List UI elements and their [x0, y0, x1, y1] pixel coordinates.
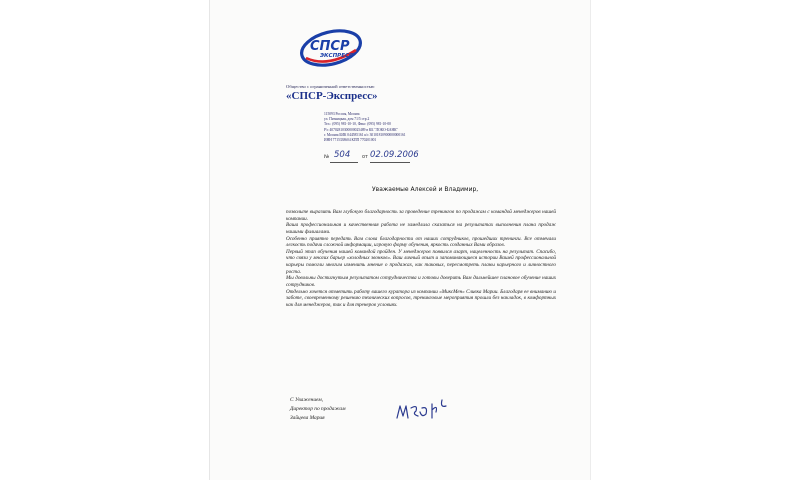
company-type: Общество с ограниченной ответственностью [286, 84, 375, 89]
company-logo [298, 28, 364, 68]
address-line: г. Москва БИК 044585161 к/с 30101810900000000161 [324, 132, 406, 137]
reference-date: 02.09.2006 [370, 150, 419, 160]
address-line: ул. Пятницкая, дом 71/5 стр.2 [324, 117, 370, 122]
letter-paragraph: Мы довольны достигнутым результатом сотрудничества и готовы доверить Вам дальнейшее плановое обучение наших сотрудников. [286, 275, 556, 288]
reference-number: 504 [334, 150, 351, 160]
letter-paragraph: позвольте выразить Вам глубокую благодарность за проведение тренингов по продажам с командой менеджеров нашей компании. [286, 209, 556, 222]
address-line: ИНН 7715338604 КПП 770201001 [324, 138, 377, 143]
closing-salutation: С Уважением, [290, 397, 324, 403]
letter-paragraph: Отдельно хочется отметить работу вашего куратора из компании «МиксМен» Сливка Марии. Благодаря ее вниманию и заботе, своевременному решению технических вопросов, тренинговые мероприятия прошли без накладок, в комфортных как для менеджеров, так и для тренеров условиях. [286, 288, 556, 308]
company-address-block [324, 112, 444, 143]
letter-greeting: Уважаемые Алексей и Владимир, [372, 186, 479, 193]
handwritten-signature [394, 398, 450, 422]
logo-main-text: СПСР [310, 39, 350, 54]
outgoing-reference: № 504 от 02.09.2006 [324, 150, 424, 170]
reference-from-label: от [362, 154, 368, 160]
letter-paragraph: Ваша профессиональная и качественная работа не замедлила сказаться на результатах выполнения плана продаж нашими филиалами. [286, 222, 556, 235]
company-name: «СПСР-Экспресс» [286, 90, 378, 102]
address-line: Тел.: (095) 981-10-10, Факс: (095) 981-10-00 [324, 122, 391, 127]
letter-body [286, 209, 556, 308]
signer-name: Зайцева Мария [290, 415, 325, 421]
signer-title: Директор по продажам [290, 406, 346, 412]
letter-paragraph: Особенно приятно передать Вам слова благодарности от наших сотрудников, прошедших тренинги. Все отмечали легкость подачи сложной информации, игровую форму обучения, яркость созданных Вами образов. [286, 235, 556, 249]
address-line: Р/с 40702810300000025489 в КБ "ЛОКО-БАНК" [324, 127, 398, 132]
logo-sub-text: ЭКСПРЕСС [320, 53, 354, 59]
letter-paragraph: Первый этап обучения нашей командой пройден. У менеджеров появился азарт, нацеленность на результат. Спасибо, что связи у многих барьер «холодных звонков». Ваш личный опыт и запоминающиеся истории Вашей профессиональной карьеры помогли многим изменить мнение о продажах, как таковых, пересмотреть планы карьерного и личностного роста. [286, 248, 556, 275]
address-line: 115093 Россия, Москва [324, 112, 360, 116]
